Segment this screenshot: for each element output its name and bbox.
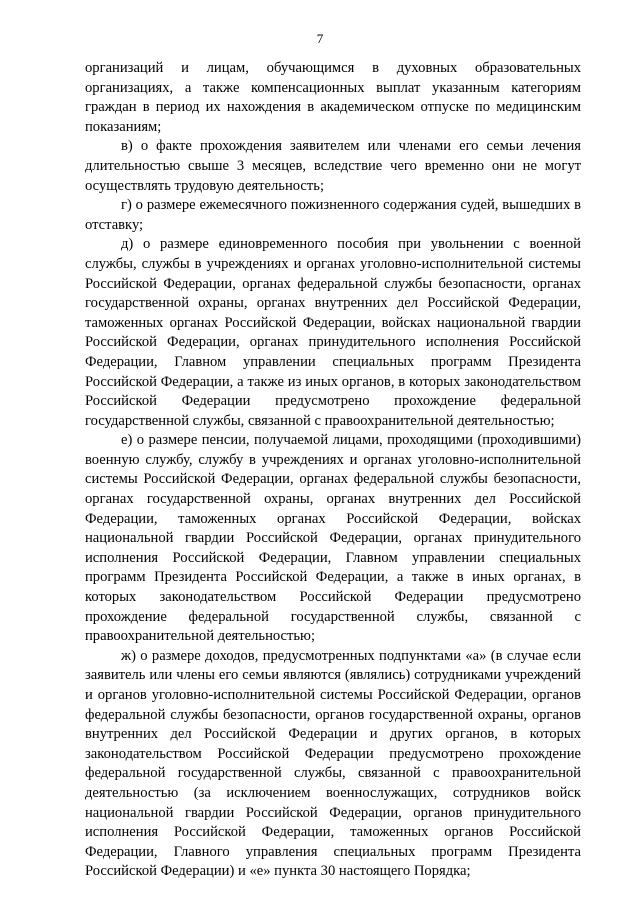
paragraph-item-v: в) о факте прохождения заявителем или членами его семьи лечения длительностью свыше 3 месяцев, вследствие чего временно они не могут осуществлять трудовую деятельность; [85,138,581,194]
page-number: 7 [316,31,324,46]
document-body [85,59,581,882]
paragraph-continuation: организаций и лицам, обучающимся в духовных образовательных организациях, а также компенсационных выплат указанным категориям граждан в период их нахождения в академическом отпуске по медицинским показаниям; [85,60,581,135]
paragraph-item-d: д) о размере единовременного пособия при увольнении с военной службы, службы в учреждениях и органах уголовно-исполнительной системы Российской Федерации, органах федеральной службы безопасности, органах государственной охраны, органах внутренних дел Российской Федерации, таможенных органах Российской Федерации, войсках национальной гвардии Российской Федерации, органах принудительного исполнения Российской Федерации, Главном управлении специальных программ Президента Российской Федерации, а также из иных органов, в которых законодательством Российской Федерации предусмотрено прохождение федеральной государственной службы, связанной с правоохранительной деятельностью; [85,236,581,429]
paragraph-item-g: г) о размере ежемесячного пожизненного содержания судей, вышедших в отставку; [85,197,581,233]
paragraph-item-zh: ж) о размере доходов, предусмотренных подпунктами «а» (в случае если заявитель или члены его семьи являются (являлись) сотрудниками учреждений и органов уголовно-исполнительной системы Российской Федерации, органов федеральной службы безопасности, органов государственной охраны, органов внутренних дел Российской Федерации и других органов, в которых законодательством Российской Федерации предусмотрено прохождение федеральной государственной службы, связанной с правоохранительной деятельностью (за исключением военнослужащих, сотрудников войск национальной гвардии Российской Федерации, органов принудительного исполнения Российской Федерации, таможенных органов Российской Федерации, Главного управления специальных программ Президента Российской Федерации) и «е» пункта 30 настоящего Порядка; [85,647,581,880]
paragraph-item-e: е) о размере пенсии, получаемой лицами, проходящими (проходившими) военную службу, службу в учреждениях и органах уголовно-исполнительной системы Российской Федерации, органах федеральной службы безопасности, органах государственной охраны, органах внутренних дел Российской Федерации, таможенных органах Российской Федерации, войсках национальной гвардии Российской Федерации, органах принудительного исполнения Российской Федерации, Главном управлении специальных программ Президента Российской Федерации, а также в иных органах, в которых законодательством Российской Федерации предусмотрено прохождение федеральной государственной службы, связанной с правоохранительной деятельностью; [85,432,581,645]
